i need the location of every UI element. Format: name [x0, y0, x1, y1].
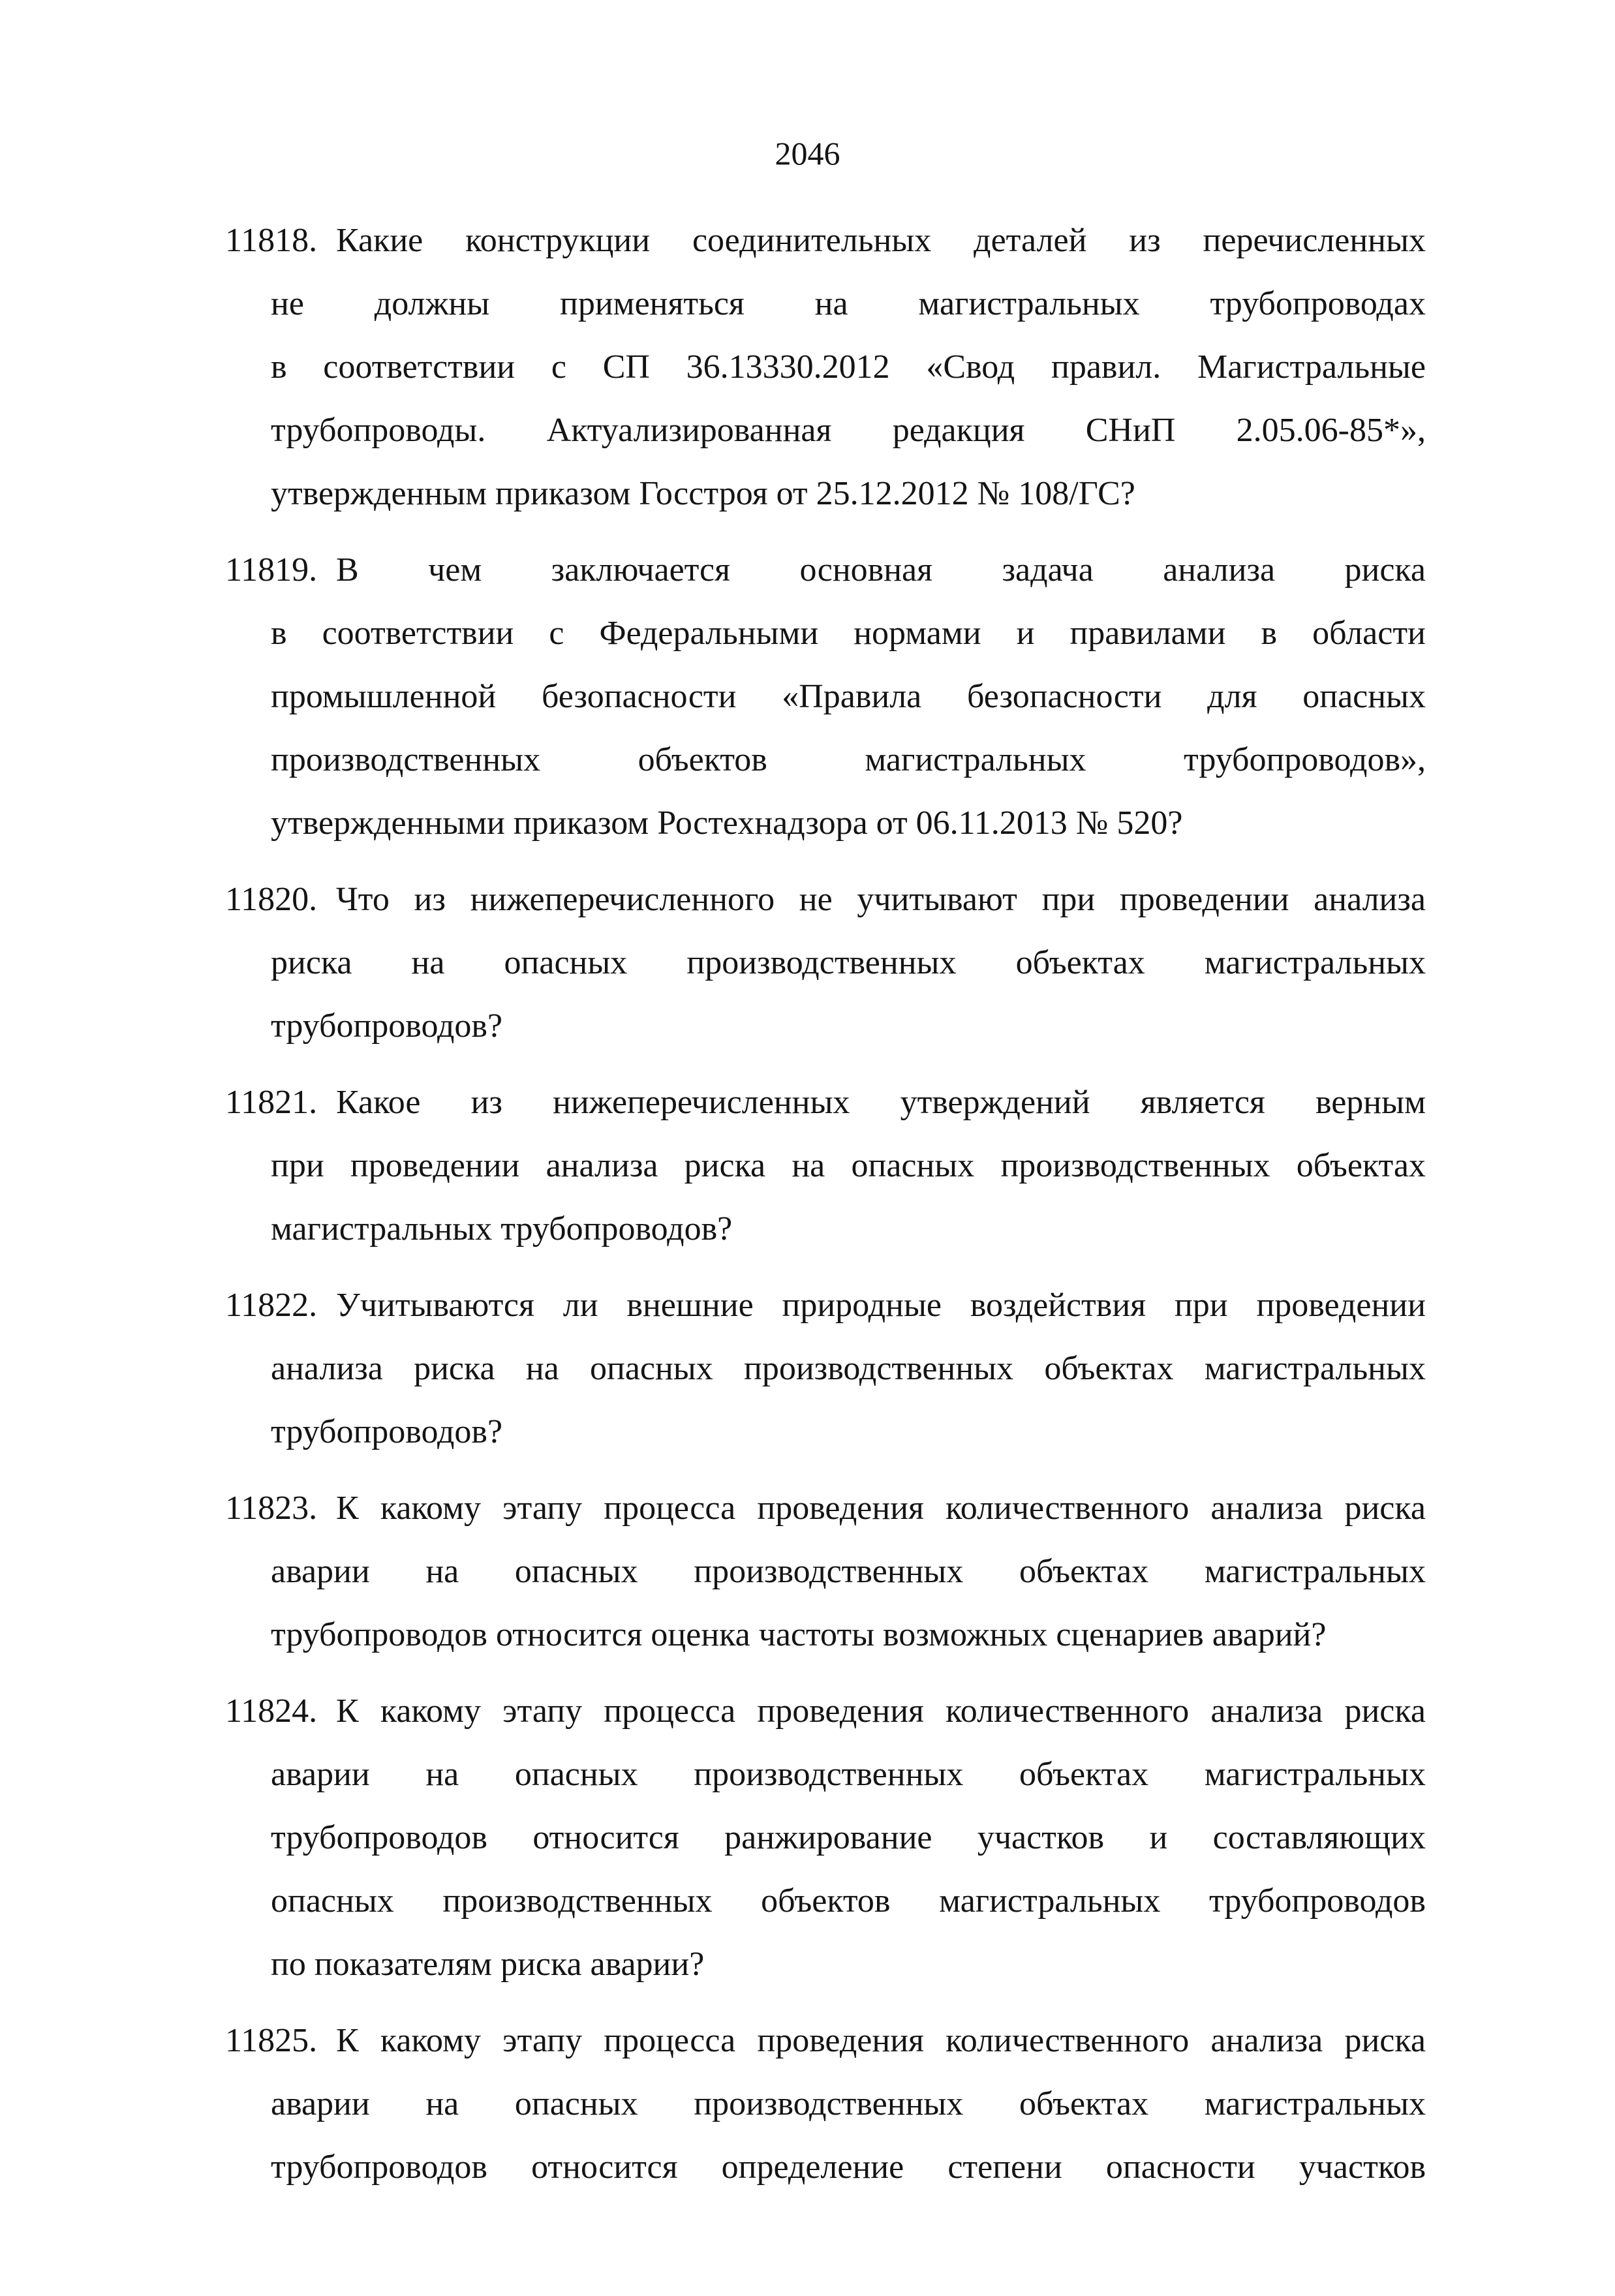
question-text — [271, 272, 1426, 335]
question-item — [225, 1274, 1426, 1463]
word: риска — [414, 1350, 495, 1387]
question-line — [225, 1603, 1426, 1666]
question-number: 11825. — [225, 2022, 318, 2059]
question-text — [271, 1337, 1426, 1400]
word: для — [1207, 678, 1257, 715]
word: внешние — [626, 1287, 754, 1324]
word: на — [525, 1350, 559, 1387]
word: опасных — [504, 944, 628, 981]
question-text — [271, 2072, 1426, 2135]
word: Какие — [336, 222, 423, 259]
question-text: магистральных трубопроводов? — [271, 1210, 733, 1247]
question-number: 11823. — [225, 1490, 318, 1527]
word: магистральных — [865, 741, 1086, 778]
question-text: трубопроводов? — [271, 1413, 503, 1450]
word: аварии — [271, 2085, 370, 2122]
word: соответствии — [322, 615, 514, 652]
question-text: утвержденным приказом Госстроя от 25.12.2012 № 108/ГС? — [271, 475, 1135, 512]
word: на — [411, 944, 445, 981]
word: соединительных — [692, 222, 932, 259]
question-number: 11818. — [225, 222, 318, 259]
word: опасных — [589, 1350, 713, 1387]
question-line — [225, 2072, 1426, 2135]
question-item — [225, 1071, 1426, 1261]
word: производственных — [694, 1553, 964, 1590]
word: не — [799, 881, 833, 918]
word: трубопроводов — [1209, 1882, 1426, 1920]
question-item — [225, 538, 1426, 855]
word: количественного — [946, 1490, 1190, 1527]
word: риска — [684, 1147, 766, 1184]
word: риска — [1344, 1490, 1426, 1527]
word: анализа — [546, 1147, 658, 1184]
word: В — [336, 551, 359, 589]
word: нижеперечисленных — [553, 1084, 850, 1121]
word: риска — [1344, 551, 1426, 589]
question-text: трубопроводов? — [271, 1007, 503, 1045]
word: правилами — [1069, 615, 1226, 652]
word: количественного — [946, 2022, 1190, 2059]
word: проведения — [757, 2022, 924, 2059]
word: трубопроводов», — [1184, 741, 1426, 778]
word: определение — [721, 2149, 904, 2186]
word: при — [271, 1147, 324, 1184]
word: и — [1016, 615, 1035, 652]
word: магистральных — [1204, 944, 1426, 981]
question-line — [225, 931, 1426, 994]
word: проведения — [757, 1692, 924, 1730]
word: производственных — [694, 1756, 964, 1793]
question-number: 11819. — [225, 551, 318, 589]
word: соответствии — [323, 348, 515, 386]
word: и — [1149, 1819, 1168, 1856]
word: на — [425, 1756, 459, 1793]
question-line — [225, 1743, 1426, 1806]
word: анализа — [271, 1350, 383, 1387]
word: из — [414, 881, 446, 918]
question-line — [225, 1806, 1426, 1869]
question-line — [225, 665, 1426, 728]
word: анализа — [1210, 1692, 1323, 1730]
question-text — [271, 1540, 1426, 1603]
question-text — [271, 1134, 1426, 1197]
word: опасных — [514, 2085, 638, 2122]
question-item — [225, 1477, 1426, 1666]
question-text — [271, 1869, 1426, 1933]
question-text — [336, 1071, 1426, 1134]
question-text — [271, 335, 1426, 399]
question-text — [271, 665, 1426, 728]
word: объектах — [1044, 1350, 1174, 1387]
word: на — [425, 1553, 459, 1590]
word: в — [1261, 615, 1278, 652]
word: анализа — [1163, 551, 1276, 589]
question-line — [225, 209, 1426, 272]
question-line — [225, 462, 1426, 525]
question-line — [225, 272, 1426, 335]
question-line — [225, 602, 1426, 665]
question-line — [225, 538, 1426, 602]
word: конструкции — [465, 222, 651, 259]
word: риска — [1344, 1692, 1426, 1730]
question-item — [225, 868, 1426, 1058]
question-text: по показателям риска аварии? — [271, 1946, 705, 1983]
word: процесса — [604, 1692, 736, 1730]
word: на — [425, 2085, 459, 2122]
question-text: трубопроводов относится оценка частоты возможных сценариев аварий? — [271, 1616, 1327, 1653]
question-line — [225, 1337, 1426, 1400]
word: 2.05.06-85*», — [1236, 412, 1426, 449]
word: относится — [532, 1819, 679, 1856]
word: магистральных — [1204, 2085, 1426, 2122]
word: какому — [380, 1692, 481, 1730]
word: опасных — [1302, 678, 1426, 715]
question-text — [271, 1743, 1426, 1806]
word: СНиП — [1085, 412, 1176, 449]
question-line — [225, 1477, 1426, 1540]
word: трубопроводов — [271, 2149, 487, 2186]
page-number: 2046 — [775, 135, 840, 172]
question-item — [225, 209, 1426, 525]
word: объектах — [1296, 1147, 1426, 1184]
question-number: 11821. — [225, 1084, 318, 1121]
question-line — [225, 1134, 1426, 1197]
question-line — [225, 399, 1426, 462]
word: Что — [336, 881, 390, 918]
word: степени — [947, 2149, 1062, 2186]
word: при — [1174, 1287, 1228, 1324]
word: в — [271, 348, 287, 386]
word: редакция — [892, 412, 1025, 449]
question-line — [225, 1540, 1426, 1603]
question-line — [225, 994, 1426, 1058]
word: объектах — [1019, 1756, 1149, 1793]
word: опасных — [851, 1147, 975, 1184]
word: на — [792, 1147, 825, 1184]
word: производственных — [1000, 1147, 1270, 1184]
word: проведении — [1256, 1287, 1426, 1324]
word: производственных — [442, 1882, 713, 1920]
word: К — [336, 1692, 359, 1730]
word: «Свод — [926, 348, 1015, 386]
question-line — [225, 2009, 1426, 2072]
word: промышленной — [271, 678, 497, 715]
word: объектов — [638, 741, 767, 778]
question-line — [225, 1400, 1426, 1463]
word: проведения — [757, 1490, 924, 1527]
word: этапу — [502, 2022, 583, 2059]
word: СП — [602, 348, 650, 386]
word: утверждений — [900, 1084, 1090, 1121]
question-line — [225, 1071, 1426, 1134]
word: опасных — [514, 1553, 638, 1590]
word: нормами — [854, 615, 981, 652]
word: трубопроводы. — [271, 412, 486, 449]
word: Актуализированная — [546, 412, 832, 449]
word: проведении — [350, 1147, 520, 1184]
word: природные — [782, 1287, 942, 1324]
word: проведении — [1119, 881, 1289, 918]
word: Какое — [336, 1084, 421, 1121]
question-text — [271, 2135, 1426, 2199]
question-line — [225, 1197, 1426, 1261]
word: из — [470, 1084, 502, 1121]
word: относится — [531, 2149, 678, 2186]
word: ли — [562, 1287, 598, 1324]
word: анализа — [1210, 1490, 1323, 1527]
question-line — [225, 868, 1426, 931]
word: опасных — [514, 1756, 638, 1793]
word: Учитываются — [336, 1287, 534, 1324]
word: Федеральными — [599, 615, 819, 652]
question-text — [336, 2009, 1426, 2072]
question-line — [225, 2135, 1426, 2199]
word: анализа — [1314, 881, 1426, 918]
question-list — [225, 209, 1426, 2212]
word: Магистральные — [1197, 348, 1426, 386]
word: воздействия — [970, 1287, 1146, 1324]
question-line — [225, 728, 1426, 791]
word: основная — [799, 551, 933, 589]
word: магистральных — [918, 285, 1140, 322]
word: не — [271, 285, 304, 322]
word: К — [336, 2022, 359, 2059]
question-text — [271, 1806, 1426, 1869]
question-line — [225, 1869, 1426, 1933]
question-line — [225, 335, 1426, 399]
word: правил. — [1051, 348, 1161, 386]
question-text — [336, 1274, 1426, 1337]
word: 36.13330.2012 — [686, 348, 890, 386]
word: перечисленных — [1203, 222, 1426, 259]
word: анализа — [1210, 2022, 1323, 2059]
word: объектах — [1019, 1553, 1149, 1590]
word: в — [271, 615, 287, 652]
word: процесса — [604, 2022, 736, 2059]
word: безопасности — [966, 678, 1162, 715]
question-text — [271, 931, 1426, 994]
word: магистральных — [1204, 1553, 1426, 1590]
question-text — [336, 868, 1426, 931]
question-text — [336, 538, 1426, 602]
word: заключается — [551, 551, 731, 589]
question-item — [225, 1679, 1426, 1996]
word: задача — [1002, 551, 1094, 589]
question-text — [271, 602, 1426, 665]
word: деталей — [974, 222, 1087, 259]
question-text: утвержденными приказом Ростехнадзора от 06.11.2013 № 520? — [271, 804, 1183, 842]
question-text — [336, 209, 1426, 272]
word: производственных — [744, 1350, 1014, 1387]
word: риска — [1344, 2022, 1426, 2059]
question-line — [225, 791, 1426, 855]
question-line — [225, 1933, 1426, 1996]
word: магистральных — [1204, 1756, 1426, 1793]
word: аварии — [271, 1756, 370, 1793]
word: из — [1129, 222, 1161, 259]
question-line — [225, 1679, 1426, 1743]
word: применяться — [560, 285, 745, 322]
question-number: 11820. — [225, 881, 318, 918]
word: безопасности — [541, 678, 737, 715]
word: участков — [1299, 2149, 1426, 2186]
word: на — [814, 285, 848, 322]
question-text — [271, 399, 1426, 462]
word: объектах — [1015, 944, 1145, 981]
word: магистральных — [1204, 1350, 1426, 1387]
question-text — [271, 728, 1426, 791]
word: с — [549, 615, 564, 652]
word: участков — [977, 1819, 1105, 1856]
question-text — [336, 1477, 1426, 1540]
word: процесса — [604, 1490, 736, 1527]
word: количественного — [946, 1692, 1190, 1730]
word: является — [1140, 1084, 1265, 1121]
word: учитывают — [857, 881, 1017, 918]
word: объектах — [1019, 2085, 1149, 2122]
word: производственных — [686, 944, 957, 981]
word: объектов — [761, 1882, 891, 1920]
word: магистральных — [939, 1882, 1161, 1920]
word: опасности — [1105, 2149, 1255, 2186]
word: трубопроводов — [271, 1819, 487, 1856]
word: должны — [374, 285, 490, 322]
word: с — [551, 348, 566, 386]
question-number: 11822. — [225, 1287, 318, 1324]
word: производственных — [271, 741, 541, 778]
word: аварии — [271, 1553, 370, 1590]
word: риска — [271, 944, 352, 981]
word: трубопроводах — [1210, 285, 1426, 322]
word: этапу — [502, 1692, 583, 1730]
word: при — [1041, 881, 1096, 918]
word: чем — [428, 551, 482, 589]
word: области — [1312, 615, 1426, 652]
word: производственных — [694, 2085, 964, 2122]
word: верным — [1315, 1084, 1426, 1121]
question-line — [225, 1274, 1426, 1337]
word: «Правила — [782, 678, 922, 715]
question-item — [225, 2009, 1426, 2199]
word: какому — [380, 2022, 481, 2059]
word: нижеперечисленного — [470, 881, 775, 918]
word: этапу — [502, 1490, 583, 1527]
word: К — [336, 1490, 359, 1527]
word: какому — [380, 1490, 481, 1527]
word: опасных — [271, 1882, 394, 1920]
question-number: 11824. — [225, 1692, 318, 1730]
word: ранжирование — [724, 1819, 932, 1856]
word: составляющих — [1212, 1819, 1426, 1856]
question-text — [336, 1679, 1426, 1743]
